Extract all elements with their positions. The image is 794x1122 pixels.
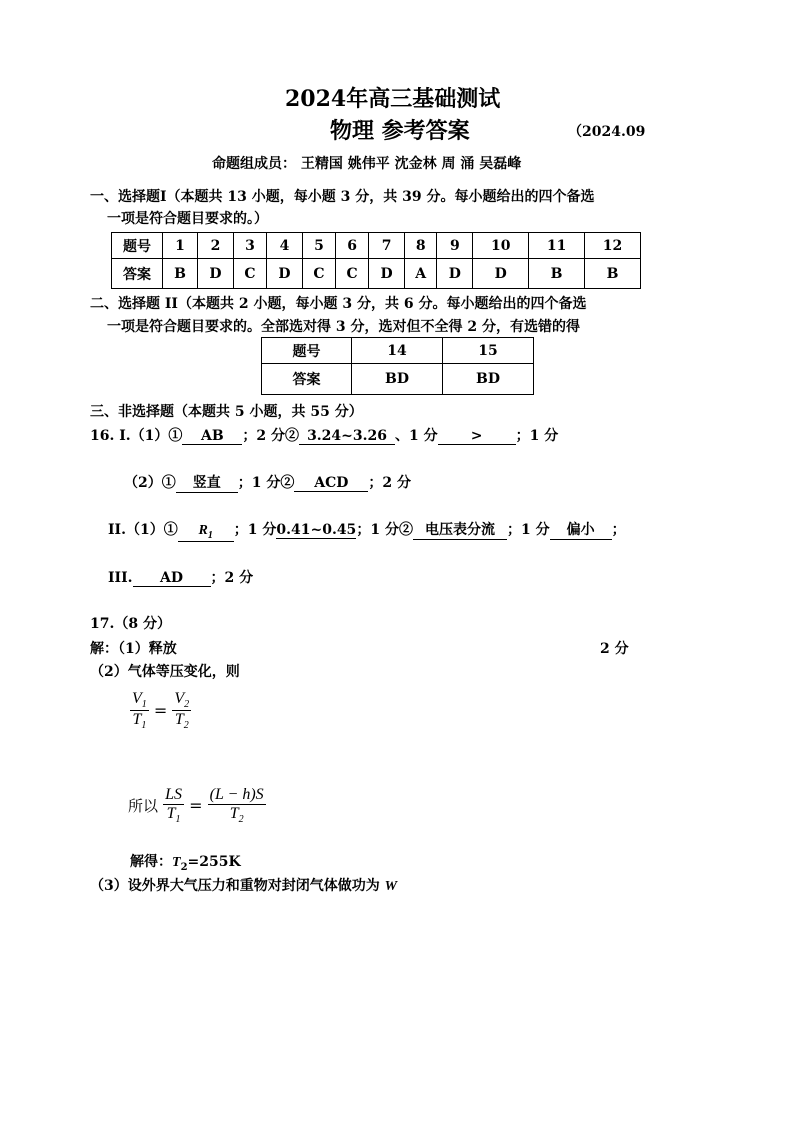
table-cell: 11 — [529, 233, 585, 259]
doc-title: 2024年高三基础测试 — [285, 86, 501, 112]
q16-answer-2: 3.24~3.26 — [299, 428, 395, 445]
sol3-text: （3）设外界大气压力和重物对封闭气体做功为 — [90, 878, 380, 894]
eq-sub: 1 — [141, 699, 147, 711]
q16-answer-7: 0.41~0.45 — [276, 522, 357, 538]
sec3-heading: 三、非选择题（本题共 5 小题，共 55 分） — [90, 404, 363, 420]
sec2-answer-table — [261, 337, 534, 395]
table-cell: D — [267, 259, 303, 289]
table-cell: D — [369, 259, 405, 289]
q16-l3-prefix: II.（1）① — [108, 522, 178, 538]
eq-var: V — [174, 690, 185, 707]
eq-sub: 1 — [141, 720, 147, 732]
q16-line3 — [108, 519, 632, 542]
table-cell: 1 — [163, 233, 198, 259]
equals-sign: = — [189, 796, 203, 816]
sec1-line1: 一、选择题I（本题共 13 小题，每小题 3 分，共 39 分。每小题给出的四个备选 — [90, 189, 595, 205]
table-cell: 5 — [302, 233, 335, 259]
eq-var: V — [132, 690, 142, 707]
table-cell: A — [405, 259, 437, 289]
table-header-cell: 答案 — [262, 364, 352, 395]
q17-heading: 17.（8 分） — [90, 616, 171, 632]
table-cell: C — [302, 259, 335, 289]
table-cell: B — [529, 259, 585, 289]
fraction-lhs-t2 — [208, 786, 266, 825]
q17-sol3 — [90, 875, 397, 895]
q16-answer-9: 偏小 — [550, 519, 612, 540]
table-cell: 8 — [405, 233, 437, 259]
eq-var: T — [132, 711, 142, 729]
q16-answer-8: 电压表分流 — [413, 519, 507, 540]
q17-result — [130, 851, 241, 873]
q16-answer-4: 竖直 — [176, 472, 238, 493]
eq-sub: 2 — [183, 720, 189, 732]
table-cell: C — [336, 259, 369, 289]
q16-line2 — [124, 472, 411, 493]
sec2-line1: 二、选择题 II（本题共 2 小题，每小题 3 分，共 6 分。每小题给出的四个备选 — [90, 296, 587, 312]
q16-l1-end: ；1 分 — [515, 428, 559, 444]
q17-sol2: （2）气体等压变化，则 — [90, 664, 240, 680]
sec2-line2: 一项是符合题目要求的。全部选对得 3 分，选对但不全得 2 分，有选错的得 — [107, 319, 580, 335]
fraction-v1-t1 — [130, 690, 149, 731]
q16-l2-prefix: （2）① — [124, 475, 176, 491]
table-cell: 4 — [267, 233, 303, 259]
authors-line: 命题组成员： 王精国 姚伟平 沈金林 周 涌 吴磊峰 — [212, 156, 522, 172]
q16-l3-mid1: ；1 分 — [233, 522, 277, 538]
fraction-ls-t1 — [163, 786, 184, 825]
table-header-cell: 答案 — [112, 259, 163, 289]
q16-l3-end: ； — [611, 522, 626, 538]
eq-var: T — [174, 711, 184, 729]
q17-sol1: 解：（1）释放 — [90, 641, 177, 657]
fraction-v2-t2 — [172, 690, 191, 731]
q16-l3-mid2: ；1 分② — [356, 522, 413, 538]
equation-1 — [130, 690, 191, 731]
q16-answer-5: ACD — [294, 475, 368, 492]
result-label: 解得： — [130, 854, 172, 870]
table-cell: 3 — [233, 233, 266, 259]
table-cell: B — [585, 259, 641, 289]
table-cell: BD — [352, 364, 443, 395]
eq-sub: 1 — [175, 814, 181, 826]
sol3-var: W — [384, 879, 398, 894]
table-cell: 2 — [198, 233, 234, 259]
table-cell: 15 — [443, 338, 534, 364]
q16-answer-6 — [178, 523, 234, 542]
q16-answer-3: > — [438, 428, 516, 445]
eq-numerator: (L − h)S — [209, 786, 264, 803]
q16-line4 — [108, 567, 253, 587]
sec1-line2: 一项是符合题目要求的。） — [107, 211, 268, 227]
result-sub: 2 — [180, 861, 188, 873]
q16-l2-end: ；2 分 — [368, 475, 411, 491]
sec1-answer-table — [111, 232, 641, 289]
table-cell: 6 — [336, 233, 369, 259]
q16-l1-mid2: 、1 分 — [395, 428, 438, 444]
eq-sub: 2 — [184, 699, 190, 711]
table-header-cell: 题号 — [112, 233, 163, 259]
table-cell: D — [473, 259, 529, 289]
q16-answer-6-subscript: 1 — [207, 529, 213, 541]
eq-sub: 2 — [238, 814, 244, 826]
eq-var: T — [229, 805, 239, 822]
q16-line1 — [90, 425, 558, 445]
q16-answer-6-symbol: R — [198, 523, 208, 538]
table-cell: 7 — [369, 233, 405, 259]
q16-l1-mid1: ；2 分② — [242, 428, 300, 444]
result-var: T — [172, 855, 181, 870]
eq-numerator: LS — [165, 786, 183, 803]
q16-l2-mid: ；1 分② — [237, 475, 295, 491]
table-cell: 14 — [352, 338, 443, 364]
q16-l4-prefix: III. — [108, 570, 133, 586]
table-cell: D — [437, 259, 473, 289]
equation-2 — [128, 786, 266, 825]
doc-subtitle: 物理 参考答案 — [330, 118, 470, 144]
table-cell: 10 — [473, 233, 529, 259]
q17-sol1-score: 2 分 — [600, 641, 629, 657]
table-cell: D — [198, 259, 234, 289]
so-label: 所以 — [128, 797, 159, 816]
table-cell: 9 — [437, 233, 473, 259]
equals-sign: = — [153, 701, 168, 721]
q16-l3-mid3: ；1 分 — [506, 522, 550, 538]
table-cell: C — [233, 259, 266, 289]
q16-answer-10: AD — [133, 570, 211, 587]
q16-l4-end: ；2 分 — [210, 570, 254, 586]
table-header-cell: 题号 — [262, 338, 352, 364]
table-cell: 12 — [585, 233, 641, 259]
result-value: =255K — [187, 854, 241, 870]
table-cell: B — [163, 259, 198, 289]
doc-date: （2024.09 — [568, 124, 646, 140]
q16-l1-prefix: 16. I.（1）① — [90, 428, 183, 444]
eq-var: T — [166, 805, 176, 822]
table-cell: BD — [443, 364, 534, 395]
q16-answer-1: AB — [182, 428, 242, 445]
